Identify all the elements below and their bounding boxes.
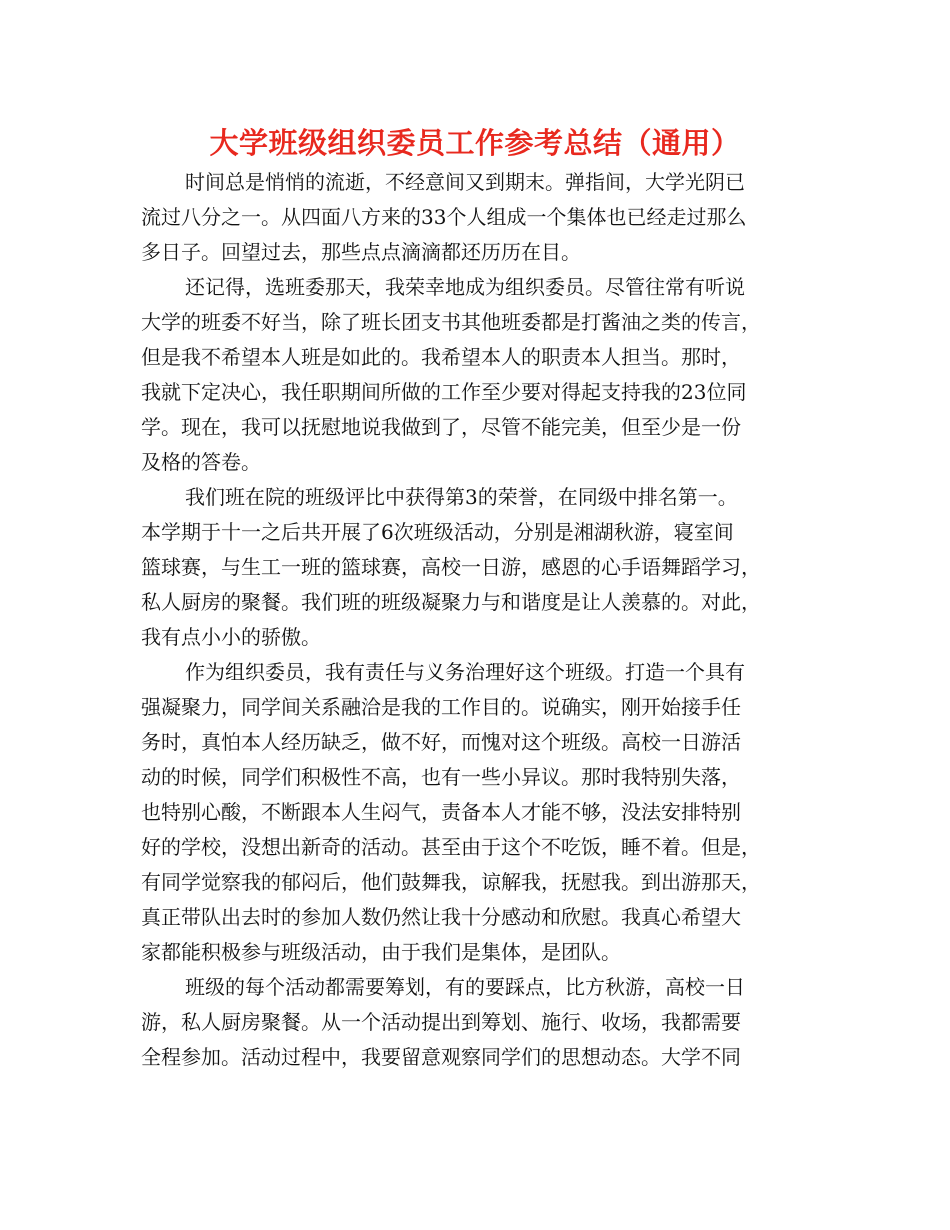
document-body [141, 165, 821, 1075]
text-line: 我有点小小的骄傲。 [141, 625, 321, 649]
text-line: 私人厨房的聚餐。我们班的班级凝聚力与和谐度是让人羡慕的。对此， [141, 590, 761, 614]
text-line: 也特别心酸，不断跟本人生闷气，责备本人才能不够，没法安排特别 [141, 800, 741, 824]
text-line: 篮球赛，与生工一班的篮球赛，高校一日游，感恩的心手语舞蹈学习， [141, 555, 761, 579]
text-line: 强凝聚力，同学间关系融洽是我的工作目的。说确实，刚开始接手任 [141, 695, 741, 719]
text-line: 我们班在院的班级评比中获得第3的荣誉，在同级中排名第一。 [185, 485, 738, 509]
text-line: 我就下定决心，我任职期间所做的工作至少要对得起支持我的23位同 [141, 380, 747, 404]
paragraph-5 [141, 970, 821, 1075]
text-line: 班级的每个活动都需要筹划，有的要踩点，比方秋游，高校一日 [185, 975, 745, 999]
text-line: 多日子。回望过去，那些点点滴滴都还历历在目。 [141, 240, 581, 264]
text-line: 流过八分之一。从四面八方来的33个人组成一个集体也已经走过那么 [141, 205, 747, 229]
text-line: 及格的答卷。 [141, 450, 261, 474]
text-line: 务时，真怕本人经历缺乏，做不好，而愧对这个班级。高校一日游活 [141, 730, 741, 754]
text-line: 真正带队出去时的参加人数仍然让我十分感动和欣慰。我真心希望大 [141, 905, 741, 929]
text-line: 有同学觉察我的郁闷后，他们鼓舞我，谅解我，抚慰我。到出游那天， [141, 870, 761, 894]
text-line: 还记得，选班委那天，我荣幸地成为组织委员。尽管往常有听说 [185, 275, 745, 299]
text-line: 家都能积极参与班级活动，由于我们是集体，是团队。 [141, 940, 621, 964]
text-line: 时间总是悄悄的流逝，不经意间又到期末。弹指间，大学光阴已 [185, 170, 745, 194]
document-title: 大学班级组织委员工作参考总结（通用） [209, 126, 741, 160]
text-line: 好的学校，没想出新奇的活动。甚至由于这个不吃饭，睡不着。但是， [141, 835, 761, 859]
text-line: 游，私人厨房聚餐。从一个活动提出到筹划、施行、收场，我都需要 [141, 1010, 741, 1034]
text-line: 本学期于十一之后共开展了6次班级活动，分别是湘湖秋游，寝室间 [141, 520, 734, 544]
paragraph-1 [141, 165, 821, 270]
text-line: 大学的班委不好当，除了班长团支书其他班委都是打酱油之类的传言， [141, 310, 761, 334]
text-line: 动的时候，同学们积极性不高，也有一些小异议。那时我特别失落， [141, 765, 741, 789]
paragraph-4 [141, 655, 821, 970]
paragraph-3 [141, 480, 821, 655]
text-line: 全程参加。活动过程中，我要留意观察同学们的思想动态。大学不同 [141, 1045, 741, 1069]
text-line: 但是我不希望本人班是如此的。我希望本人的职责本人担当。那时， [141, 345, 741, 369]
text-line: 作为组织委员，我有责任与义务治理好这个班级。打造一个具有 [185, 660, 745, 684]
paragraph-2 [141, 270, 821, 480]
text-line: 学。现在，我可以抚慰地说我做到了，尽管不能完美，但至少是一份 [141, 415, 741, 439]
